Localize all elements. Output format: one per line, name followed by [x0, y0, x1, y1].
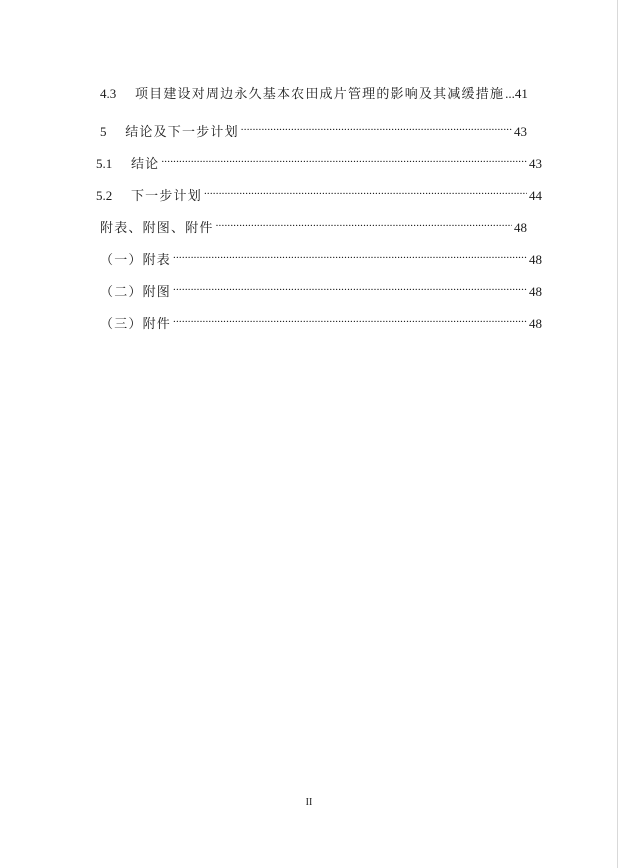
- toc-entry[interactable]: [96, 148, 542, 172]
- toc-leader-dots: [204, 180, 527, 200]
- toc-entry-title: （三）附件: [100, 317, 172, 332]
- toc-leader-dots: [241, 116, 512, 136]
- toc-entry-title: （一）附表: [100, 253, 172, 268]
- toc-entry[interactable]: [100, 116, 527, 140]
- toc-entry-label: [96, 154, 159, 175]
- toc-entry-number: 4.3: [100, 86, 117, 101]
- toc-entry[interactable]: [100, 276, 542, 300]
- toc-leader-dots: [173, 308, 527, 328]
- toc-entry[interactable]: [96, 180, 542, 204]
- toc-entry-dots: ...: [505, 86, 515, 101]
- toc-entry-page: 43: [514, 124, 527, 139]
- toc-entry-title: 结论: [130, 157, 160, 172]
- toc-entry-page: 44: [529, 188, 542, 203]
- toc-entry-number: 5.1: [96, 156, 113, 171]
- toc-leader-dots: [173, 276, 527, 296]
- toc-entry-page: 48: [529, 284, 542, 299]
- toc-entry-label: [100, 84, 504, 105]
- toc-entry-page: 48: [529, 252, 542, 267]
- toc-leader-dots: [216, 212, 512, 232]
- toc-leader-dots: [173, 244, 527, 264]
- toc-leader-dots: [161, 148, 527, 168]
- toc-entry-title: （二）附图: [100, 285, 172, 300]
- toc-entry-title: 下一步计划: [130, 189, 202, 204]
- toc-entry-title: 附表、附图、附件: [100, 221, 214, 236]
- page-footer-number: II: [305, 797, 313, 808]
- toc-entry-label: [96, 186, 202, 207]
- toc-entry-number: 5: [100, 124, 107, 139]
- toc-entry[interactable]: [100, 212, 527, 236]
- toc-entry-number: 5.2: [96, 188, 113, 203]
- toc-entry[interactable]: [100, 244, 542, 268]
- toc-entry-page: 41: [514, 86, 528, 101]
- toc-entry-title: 结论及下一步计划: [125, 125, 239, 140]
- toc-entry[interactable]: [100, 84, 527, 104]
- toc-entry[interactable]: [100, 308, 542, 332]
- toc-entry-label: [100, 122, 239, 143]
- toc-entry-page: 48: [529, 316, 542, 331]
- toc-entry-title: 项目建设对周边永久基本农田成片管理的影响及其减缓措施: [134, 87, 505, 102]
- toc-entry-page: 43: [529, 156, 542, 171]
- toc-entry-page: 48: [514, 220, 527, 235]
